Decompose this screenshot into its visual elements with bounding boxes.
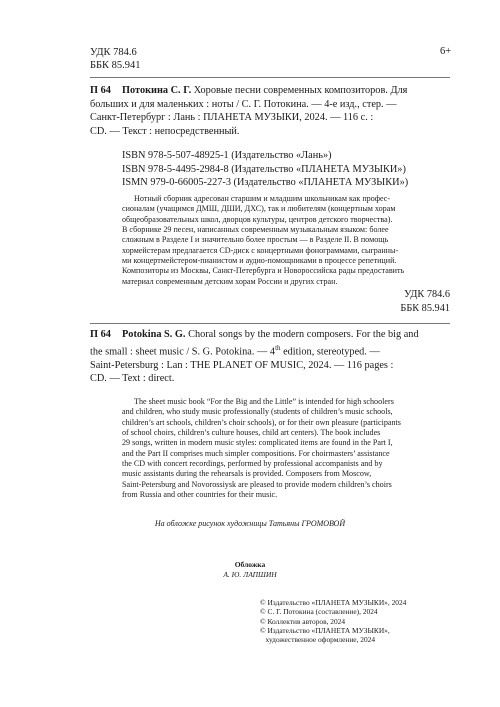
abstract-line: общеобразовательных школ, дворцов культуры, центров детского творчества).	[122, 214, 393, 224]
abstract-line: Нотный сборник адресован старшим и младшим школьникам как профес-	[134, 194, 391, 203]
entry-line-ru: CD. — Текст : непосредственный.	[90, 125, 240, 137]
abstract-line: сложным в Разделе I и значительно более простым — в Разделе II. В помощь	[122, 235, 389, 245]
abstract-line: хормейстерам предлагается CD-диск с концертными фонограммами, сыгранны-	[122, 245, 399, 255]
abstract-line: from Russia and other countries for their music.	[122, 490, 278, 500]
russian-entry-continued	[90, 98, 450, 139]
cover-designer: А. Ю. ЛАПШИН	[223, 569, 277, 579]
isbn-planet: ISBN 978-5-4495-2984-8 (Издательство «ПЛАНЕТА МУЗЫКИ»)	[122, 163, 406, 175]
cover-design-credit	[0, 560, 500, 579]
abstract-line: ми концертмейстером-пианистом и аудио-помощниками в процессе репетиций.	[122, 256, 397, 266]
entry-line-en: the small : sheet music / S. G. Potokina. — 4th edition, stereotyped. —	[90, 343, 380, 358]
cover-design-label: Обложка	[234, 560, 266, 569]
entry-line-en: Saint-Petersburg : Lan : THE PLANET OF MUSIC, 2024. — 116 pages :	[90, 359, 394, 371]
udk-repeat: УДК 784.6	[404, 289, 450, 300]
english-entry	[90, 328, 450, 342]
isbn-list	[122, 149, 408, 190]
copyright-line: © Издательство «ПЛАНЕТА МУЗЫКИ»,	[260, 625, 390, 635]
abstract-line: В сборнике 29 песен, написанных современным музыкальным языком: более	[122, 225, 389, 235]
entry-line-en: CD. — Text : direct.	[90, 373, 175, 385]
author-en: Potokina S. G.	[122, 329, 186, 340]
abstract-line: 29 songs, written in modern music styles: complicated items are found in the Part I,	[122, 438, 393, 448]
copyright-block	[260, 598, 406, 644]
top-divider	[90, 77, 450, 78]
abstract-line: the CD with concert recordings, performed by professional accompanists and by	[122, 459, 383, 469]
entry-line-ru: Санкт-Петербург : Лань : ПЛАНЕТА МУЗЫКИ, 2024. — 116 с. :	[90, 112, 374, 124]
abstract-line: music assistants during the rehearsals is provided. Composers from Moscow,	[122, 469, 372, 479]
abstract-en	[122, 397, 450, 500]
classification-repeat	[400, 288, 450, 315]
udk-code: УДК 784.6	[90, 47, 137, 58]
copyright-line: художественное оформление, 2024	[260, 635, 376, 645]
entry-line-ru: Потокина С. Г. Хоровые песни современных композиторов. Для	[122, 85, 408, 96]
bbk-code: ББК 85.941	[90, 60, 141, 71]
copyright-line: © Издательство «ПЛАНЕТА МУЗЫКИ», 2024	[260, 598, 407, 607]
abstract-line: and children, who study music professionally (students of children’s music schools,	[122, 407, 393, 417]
abstract-line: материал современным детским хорам России и других стран.	[122, 276, 338, 286]
abstract-line: сионалам (учащимся ДМШ, ДШИ, ДХС), так и любителям (концертным хорам	[122, 204, 396, 214]
cover-credit: На обложке рисунок художницы Татьяны ГРОМОВОЙ	[154, 519, 346, 528]
abstract-line: Saint-Petersburg and Novorossiysk are pleased to provide modern children’s choirs	[122, 479, 392, 489]
english-entry-continued	[90, 342, 450, 386]
middle-divider	[90, 323, 450, 324]
abstract-line: Композиторы из Москвы, Санкт-Петербурга и Новороссийска рады предоставить	[122, 266, 405, 276]
author-sign-ru: П 64	[90, 85, 111, 96]
russian-entry	[90, 84, 450, 98]
copyright-line: © С. Г. Потокина (составление), 2024	[260, 607, 378, 617]
age-rating-badge: 6+	[440, 46, 452, 57]
abstract-line: The sheet music book “For the Big and the Little” is intended for high schoolers	[134, 397, 394, 406]
bbk-repeat: ББК 85.941	[400, 302, 450, 314]
isbn-lan: ISBN 978-5-507-48925-1 (Издательство «Лань»)	[122, 150, 332, 161]
classification-block	[90, 46, 141, 72]
copyright-line: © Коллектив авторов, 2024	[260, 616, 346, 626]
entry-line-en: Potokina S. G. Choral songs by the modern composers. For the big and	[122, 329, 419, 340]
author-ru: Потокина С. Г.	[122, 85, 192, 96]
abstract-line: children’s art schools, children’s choir schools), or for their own pleasure (participants	[122, 417, 401, 427]
abstract-line: and the Part II comprises much simpler compositions. For choirmasters’ assistance	[122, 448, 390, 458]
abstract-line: of school choirs, children’s culture houses, child art centers). The book includes	[122, 428, 381, 438]
author-sign-en: П 64	[90, 329, 111, 340]
ismn-planet: ISMN 979-0-66005-227-3 (Издательство «ПЛАНЕТА МУЗЫКИ»)	[122, 177, 409, 189]
entry-line-ru: больших и для маленьких : ноты / С. Г. Потокина. — 4-е изд., стер. —	[90, 98, 397, 110]
abstract-ru	[122, 194, 450, 287]
